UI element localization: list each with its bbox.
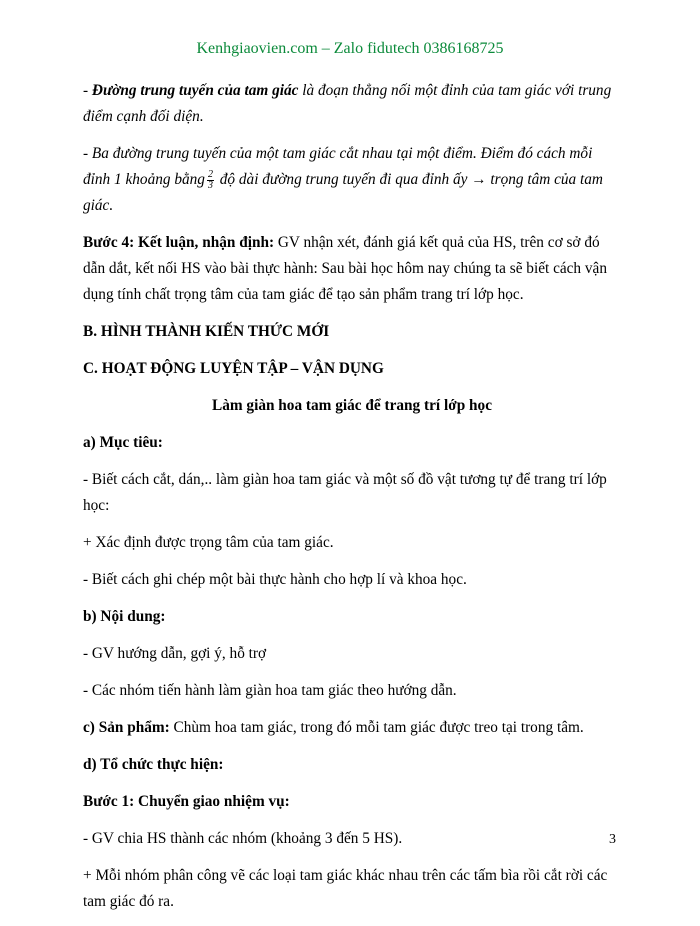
centroid-text-before: - Ba đường trung tuyến của một tam giác cắt nhau tại một điểm. Điểm đó cách mỗi đỉnh 1 khoảng bằng (83, 145, 593, 188)
heading-section-c: C. HOẠT ĐỘNG LUYỆN TẬP – VẬN DỤNG (83, 360, 384, 377)
content-item-1: - GV hướng dẫn, gợi ý, hỗ trợ (83, 645, 267, 662)
median-definition-text: là đoạn thẳng nối một đỉnh của tam giác với trung điểm cạnh đối diện. (83, 82, 612, 125)
objective-item-1: - Biết cách cắt, dán,.. làm giàn hoa tam giác và một số đồ vật tương tự để trang trí lớp học: (83, 471, 607, 514)
activity-title: Làm giàn hoa tam giác để trang trí lớp học (212, 397, 492, 414)
organization-heading: d) Tổ chức thực hiện: (83, 756, 224, 773)
step4-paragraph (83, 230, 621, 308)
fraction-numerator: 2 (207, 168, 213, 180)
step1-item-1: - GV chia HS thành các nhóm (khoảng 3 đến 5 HS). (83, 830, 403, 847)
centroid-property (83, 141, 621, 219)
product-paragraph (83, 715, 621, 741)
median-term: Đường trung tuyến của tam giác (91, 82, 299, 99)
document-body (83, 78, 621, 926)
centroid-text-after: độ dài đường trung tuyến đi qua đỉnh ấy → trọng tâm của tam giác. (83, 171, 603, 214)
step1-heading: Bước 1: Chuyển giao nhiệm vụ: (83, 793, 290, 810)
content-heading: b) Nội dung: (83, 608, 166, 625)
product-label: c) Sản phẩm: (83, 719, 170, 736)
step1-item-2: + Mỗi nhóm phân công vẽ các loại tam giác khác nhau trên các tấm bìa rồi cắt rời các tam giác đó ra. (83, 867, 608, 910)
dash: - (83, 82, 92, 99)
page-number: 3 (609, 832, 616, 847)
objective-item-2: + Xác định được trọng tâm của tam giác. (83, 534, 334, 551)
page-header: Kenhgiaovien.com – Zalo fidutech 0386168725 (196, 40, 504, 57)
heading-section-b: B. HÌNH THÀNH KIẾN THỨC MỚI (83, 323, 330, 340)
step4-text: GV nhận xét, đánh giá kết quả của HS, trên cơ sở đó dẫn dắt, kết nối HS vào bài thực hành: Sau bài học hôm nay chúng ta sẽ biết cách vận dụng tính chất trọng tâm của tam giác để tạo sản phẩm trang trí lớp học. (83, 234, 607, 303)
fraction-two-thirds (207, 170, 214, 191)
product-text: Chùm hoa tam giác, trong đó mỗi tam giác được treo tại trong tâm. (169, 719, 584, 736)
fraction-denominator: 3 (207, 179, 213, 191)
objective-heading: a) Mục tiêu: (83, 434, 163, 451)
content-item-2: - Các nhóm tiến hành làm giàn hoa tam giác theo hướng dẫn. (83, 682, 457, 699)
step4-label: Bước 4: Kết luận, nhận định: (83, 234, 275, 251)
median-definition (83, 78, 621, 130)
objective-item-3: - Biết cách ghi chép một bài thực hành cho hợp lí và khoa học. (83, 571, 467, 588)
